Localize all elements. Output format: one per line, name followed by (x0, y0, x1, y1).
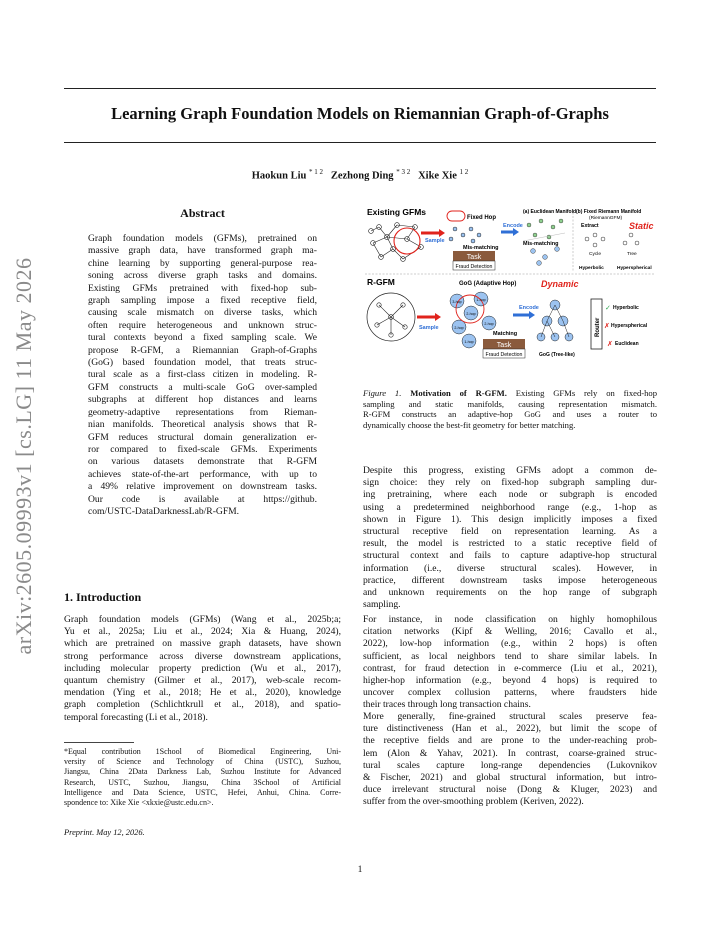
text-line: the receptive fields and are prone to the under-reaching prob- (363, 735, 657, 747)
text-line: tural scales capture long-range dependencies (Lukovnikov (363, 759, 657, 771)
text-line: lem (Alon & Yahav, 2021). In contrast, coarse-grained struc- (363, 747, 657, 759)
text-line: a 49% relative improvement on downstream tasks. (88, 481, 317, 493)
text-line: their traces through long transaction chains. (363, 699, 531, 711)
caption-line: sampling and static manifolds, causing representation mismatch. (363, 398, 657, 409)
figure-label-extract: Extract (581, 223, 599, 229)
figure-label-rgfm: R-GFM (367, 277, 395, 287)
text-line: uncover complex collusion patterns, where fraudsters hide (363, 687, 657, 699)
figure-label-dynamic: Dynamic (541, 279, 579, 289)
paper-title: Learning Graph Foundation Models on Riemannian Graph-of-Graphs (111, 104, 609, 123)
figure-label-gog-adaptive: GoG (Adaptive Hop) (459, 281, 517, 287)
text-line: structural context and fails to capture adaptive-hop structural (363, 550, 657, 562)
figure-label-euclidean: Euclidean (615, 341, 639, 347)
figure-label-fraud-2: Fraud Detection (485, 352, 523, 358)
text-line: More generally, fine-grained structural scales preserve fea- (363, 711, 657, 722)
body-paragraph (363, 465, 657, 611)
figure-label-existing: Existing GFMs (367, 207, 427, 217)
text-line: GFM reduces structural domain generalization er- (88, 431, 317, 443)
text-line: tural scale as a first-class citizen in modeling. R- (88, 369, 317, 381)
text-line: versity of Science and Technology of China (USTC), Suzhou, (64, 757, 341, 767)
text-line: sufficient, as local neighbors tend to share similar labels. In (363, 650, 657, 662)
text-line: result, the model is restricted to a static receptive field of (363, 538, 657, 550)
text-line: duce irrelevant structural noise (Dong & Kluger, 2023) and (363, 784, 657, 796)
caption-line (363, 388, 657, 399)
author-list (64, 168, 656, 182)
text-line: strong performance across diverse downstream applications, (64, 650, 341, 662)
figure-label-encode: Encode (503, 223, 523, 229)
text-line: Despite this progress, existing GFMs adopt a common de- (363, 465, 657, 476)
text-line: sign choice: they rely on fixed-hop subgraph sampling dur- (363, 477, 657, 489)
cross-icon: ✗ (607, 341, 613, 348)
figure-label-matching: Matching (493, 331, 518, 337)
hop-label: 1-hop (476, 298, 486, 302)
text-line: propose R-GFM, a Riemannian Graph-of-Graphs (88, 344, 317, 356)
figure-label-mismatching-2: Mis-matching (523, 241, 559, 247)
figure-label-mismatching: Mis-matching (463, 245, 499, 251)
figure-label-hyperspherical: Hyperspherical (617, 266, 652, 271)
text-line: Graph foundation models (GFMs) (Wang et al., 2025b;a; (64, 614, 341, 625)
body-paragraph (363, 711, 657, 809)
figure-label-sample: Sample (425, 238, 445, 244)
text-line: which are pretrained on massive graph datasets, have shown (64, 638, 341, 650)
text-line: using a predetermined neighborhood range (e.g., 1-hop as (363, 501, 657, 513)
caption-label: Figure 1. (363, 388, 402, 398)
text-line: sampling. (363, 599, 401, 611)
page-number: 1 (357, 864, 363, 875)
text-line: Yu et al., 2025a; Liu et al., 2024; Xia & Huang, 2024), (64, 626, 341, 638)
euclidean-graph-icon (527, 219, 563, 239)
figure-label-fixed-hop: Fixed Hop (467, 215, 497, 221)
text-line: geometry-adaptive representations from Rieman- (88, 406, 317, 418)
text-line: and unknown requirements on the hop range of subgraph (363, 587, 657, 599)
text-line: com/USTC-DataDarknessLab/R-GFM. (88, 505, 240, 517)
text-line: practice, different downstream tasks impose heterogeneous (363, 574, 657, 586)
author-name: Zezhong Ding (330, 170, 394, 182)
text-line: Graph foundation models (GFMs), pretrained on (88, 233, 317, 244)
footnote (64, 747, 341, 808)
text-line: on various datasets demonstrate that R-GFM (88, 456, 317, 468)
text-line: *Equal contribution 1School of Biomedical Engineering, Uni- (64, 747, 341, 756)
figure-label-task: Task (466, 254, 482, 261)
text-line: 2022), low-hop information (e.g., within 2 hops) is often (363, 638, 657, 650)
arxiv-stamp: arXiv:2605.09993v1 [cs.LG] 11 May 2026 (11, 257, 36, 655)
sample-highlight (394, 228, 420, 254)
figure-label-euclidean-manifold: (a) Euclidean Manifold (523, 209, 577, 215)
caption-text: Existing GFMs rely on fixed-hop (515, 388, 658, 398)
author-name: Haokun Liu (251, 170, 307, 182)
text-line: Existing GFMs pretrained with fixed-hop sub- (88, 282, 317, 294)
text-line: higher-hop information (e.g., beyond 4 hops) is required to (363, 675, 657, 687)
text-line: Jiangsu, China 2Data Darkness Lab, Suzhou Institute for Advanced (64, 767, 341, 777)
hop-label: 1-hop (464, 340, 474, 344)
figure-label-static: Static (629, 221, 654, 231)
preprint-note: Preprint. May 12, 2026. (64, 828, 145, 837)
text-line: including molecular property prediction (Wu et al., 2017), (64, 662, 341, 674)
figure-label-hyperbolic-2: Hyperbolic (613, 305, 639, 311)
figure-label-hyperspherical-2: Hyperspherical (611, 323, 648, 329)
big-graph-icon (369, 223, 424, 262)
figure-caption (363, 388, 657, 430)
abstract-body (88, 233, 317, 518)
footnote-rule (64, 742, 134, 743)
text-line: contrast, for fraud detection in e-commerce (Liu et al., 2021), (363, 662, 657, 674)
hop-label: 2-hop (466, 312, 476, 316)
text-line: ture distinctiveness (Han et al., 2022), but limit the scope of (363, 723, 657, 735)
text-line: For instance, in node classification on highly homophilous (363, 614, 657, 625)
text-line: mendation (Ying et al., 2018; He et al., 2020), knowledge (64, 687, 341, 699)
text-line: quantum chemistry (Gilmer et al., 2017), web-scale recom- (64, 675, 341, 687)
figure-label-hyperbolic: Hyperbolic (579, 266, 604, 271)
caption-bold: Motivation of R-GFM. (410, 388, 507, 398)
text-line: Research, USTC, Suzhou, Jiangsu, China 3School of Artificial (64, 777, 341, 787)
cross-icon: ✗ (604, 323, 610, 330)
figure-label-sample-2: Sample (419, 325, 439, 331)
caption-line: dynamically choose the best-fit geometry for better matching. (363, 419, 576, 430)
figure-label-task-2: Task (496, 342, 512, 349)
text-line: chine learning by supporting general-purpose rea- (88, 257, 317, 269)
text-line: citation networks (Kipf & Welling, 2016; Cavallo et al., (363, 626, 657, 638)
text-line: tural contexts beyond a fixed sampling scale. We (88, 332, 317, 344)
text-line: (GoG) based foundation model, that treats struc- (88, 357, 317, 369)
hop-label: 2-hop (454, 326, 464, 330)
text-line: soning across diverse graph tasks and domains. (88, 270, 317, 282)
text-line: GFM constructs a multi-scale GoG over-sampled (88, 381, 317, 393)
section-heading: 1. Introduction (64, 590, 142, 604)
text-line: nian manifolds. Theoretical analysis shows that R- (88, 419, 317, 431)
hop-label: 2-hop (484, 322, 494, 326)
text-line: Intelligence and Data Science, USTC, Hefei, Anhui, China. Corre- (64, 787, 341, 797)
text-line: ing pretraining, where each node or subgraph is encoded (363, 489, 657, 501)
gog-tree-icon (537, 300, 573, 341)
body-paragraph (363, 614, 657, 712)
text-line: causing scale mismatch on diverse tasks, which (88, 307, 317, 319)
text-line: graph sampling impose a fixed receptive field, (88, 295, 317, 307)
caption-line: R-GFM constructs an adaptive-hop GoG and uses a router to (363, 409, 657, 420)
figure-label-riemanngfm: (RiemannGFM) (589, 216, 623, 221)
figure-label-encode-2: Encode (519, 305, 539, 311)
cycle-tree-icons (585, 233, 639, 247)
subgraph-icons (449, 227, 481, 243)
text-line: temporal forecasting (Li et al., 2018). (64, 711, 208, 723)
text-line: & Fischer, 2021) and global structural information, but intro- (363, 772, 657, 784)
figure-motivation (363, 205, 657, 375)
figure-label-gog-tree: GoG (Tree-like) (539, 352, 575, 358)
text-line: subgraphs at different hop distances and learns (88, 394, 317, 406)
euclidean-graph-2 (531, 247, 560, 266)
check-icon: ✓ (605, 305, 611, 312)
rgfm-graph-icon (375, 303, 407, 337)
figure-label-fraud: Fraud Detection (455, 264, 493, 270)
text-line: often require heterogeneous and unknown struc- (88, 319, 317, 331)
figure-label-fixed-riemann: (b) Fixed Riemann Manifold (576, 209, 642, 215)
author-affil: * 3 2 (396, 168, 411, 176)
intro-paragraph (64, 614, 341, 724)
text-line: information (i.e., diverse structural scales). However, in (363, 562, 657, 574)
text-line: ror compared to fixed-scale GFMs. Experiments (88, 443, 317, 455)
top-rule (64, 88, 656, 89)
hop-label: 3-hop (452, 300, 462, 304)
text-line: graph completion (Schlichtkrull et al., 2018), and spatio- (64, 699, 341, 711)
author-affil: * 1 2 (308, 168, 323, 176)
author-name: Xike Xie (418, 170, 457, 182)
abstract-heading: Abstract (180, 206, 225, 220)
figure-label-router: Router (595, 317, 601, 337)
text-line: shown in Figure 1). This design implicitly imposes a fixed (363, 513, 657, 525)
text-line: achieves state-of-the-art performance, with up to (88, 468, 317, 480)
author-affil: 1 2 (459, 168, 469, 176)
text-line: suffer from the over-smoothing problem (Keriven, 2022). (363, 796, 584, 808)
text-line: spondence to: Xike Xie <xkxie@ustc.edu.cn>. (64, 798, 214, 808)
text-line: structural receptive field on representation learning. As a (363, 526, 657, 538)
figure-label-cycle: Cycle (589, 252, 601, 257)
text-line: Our code is available at https://github. (88, 493, 317, 505)
text-line: massive graph data, have transformed graph ma- (88, 245, 317, 257)
title-rule (64, 142, 656, 143)
figure-label-tree: Tree (627, 252, 637, 257)
